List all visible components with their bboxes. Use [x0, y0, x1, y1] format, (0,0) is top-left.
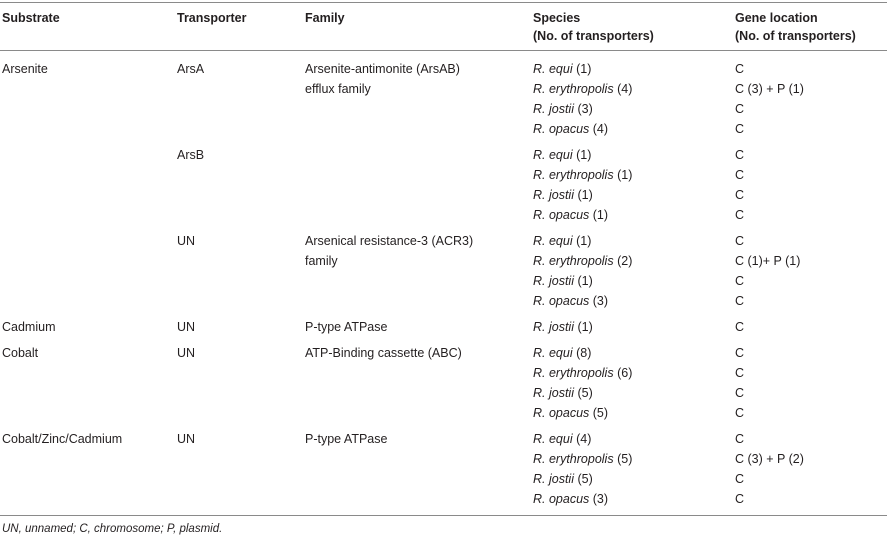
header-family: Family	[305, 11, 345, 25]
species-name: R. opacus	[533, 406, 590, 420]
species-name: R. erythropolis	[533, 366, 614, 380]
substrate-cell: Cadmium	[2, 320, 56, 334]
gene-location-cell: C	[735, 208, 745, 222]
family-cell-line1: Arsenical resistance-3 (ACR3)	[305, 234, 474, 248]
transporter-cell: UN	[177, 234, 196, 248]
family-cell-line1: ATP-Binding cassette (ABC)	[305, 346, 462, 360]
species-name: R. erythropolis	[533, 254, 614, 268]
header-location-line2: (No. of transporters)	[735, 29, 856, 43]
species-name: R. jostii	[533, 472, 574, 486]
substrate-cell: Cobalt/Zinc/Cadmium	[2, 432, 123, 446]
transporter-cell: ArsA	[177, 62, 205, 76]
species-cell	[533, 291, 608, 311]
species-name: R. jostii	[533, 386, 574, 400]
table-bottom-rule	[0, 515, 887, 516]
gene-location-cell: C (3) + P (2)	[735, 452, 804, 466]
gene-location-cell: C	[735, 188, 745, 202]
species-cell	[533, 59, 591, 79]
gene-location-cell: C	[735, 168, 745, 182]
species-cell	[533, 271, 593, 291]
header-gene-location	[735, 9, 856, 45]
species-count: (2)	[617, 254, 633, 268]
gene-location-cell: C	[735, 472, 745, 486]
transporter-cell: ArsB	[177, 148, 205, 162]
header-species-line1: Species	[533, 11, 581, 25]
species-name: R. opacus	[533, 208, 590, 222]
table-footnote: UN, unnamed; C, chromosome; P, plasmid.	[2, 523, 223, 535]
species-count: (3)	[592, 294, 609, 308]
gene-location-cell: C	[735, 492, 745, 506]
gene-location-cell: C	[735, 294, 745, 308]
species-cell	[533, 363, 632, 383]
family-cell-line2: family	[305, 254, 338, 268]
species-name: R. opacus	[533, 492, 590, 506]
species-count: (1)	[576, 148, 592, 162]
species-cell	[533, 79, 632, 99]
gene-location-cell: C	[735, 366, 745, 380]
species-cell	[533, 469, 593, 489]
transporter-cell: UN	[177, 432, 196, 446]
species-cell	[533, 429, 591, 449]
species-count: (3)	[577, 102, 593, 116]
species-name: R. equi	[533, 432, 573, 446]
gene-location-cell: C (1)+ P (1)	[735, 254, 801, 268]
header-substrate: Substrate	[2, 11, 60, 25]
transporter-cell: UN	[177, 320, 196, 334]
gene-location-cell: C	[735, 234, 745, 248]
gene-location-cell: C	[735, 102, 745, 116]
gene-location-cell: C	[735, 148, 745, 162]
transporter-cell: UN	[177, 346, 196, 360]
species-cell	[533, 489, 608, 509]
species-name: R. erythropolis	[533, 168, 614, 182]
species-cell	[533, 231, 591, 251]
species-count: (5)	[592, 406, 609, 420]
family-cell-line1: P-type ATPase	[305, 320, 388, 334]
species-count: (1)	[577, 274, 593, 288]
header-bottom-rule	[0, 50, 887, 51]
gene-location-cell: C (3) + P (1)	[735, 82, 804, 96]
species-cell	[533, 317, 593, 337]
gene-location-cell: C	[735, 62, 745, 76]
species-name: R. jostii	[533, 320, 574, 334]
table-top-rule	[0, 2, 887, 3]
species-name: R. equi	[533, 234, 573, 248]
species-cell	[533, 449, 632, 469]
species-cell	[533, 343, 591, 363]
species-cell	[533, 145, 591, 165]
species-cell	[533, 99, 593, 119]
gene-location-cell: C	[735, 386, 745, 400]
species-name: R. opacus	[533, 294, 590, 308]
species-count: (8)	[576, 346, 592, 360]
species-count: (6)	[617, 366, 633, 380]
species-count: (4)	[617, 82, 633, 96]
gene-location-cell: C	[735, 122, 745, 136]
species-name: R. jostii	[533, 102, 574, 116]
species-cell	[533, 383, 593, 403]
species-count: (5)	[577, 472, 593, 486]
header-species-line2: (No. of transporters)	[533, 29, 654, 43]
species-cell	[533, 185, 593, 205]
species-name: R. equi	[533, 62, 573, 76]
family-cell-line2: efflux family	[305, 82, 371, 96]
species-count: (1)	[577, 188, 593, 202]
gene-location-cell: C	[735, 320, 745, 334]
gene-location-cell: C	[735, 274, 745, 288]
species-name: R. jostii	[533, 188, 574, 202]
header-transporter: Transporter	[177, 11, 247, 25]
header-location-line1: Gene location	[735, 11, 818, 25]
species-name: R. equi	[533, 346, 573, 360]
species-name: R. erythropolis	[533, 82, 614, 96]
species-name: R. equi	[533, 148, 573, 162]
gene-location-cell: C	[735, 346, 745, 360]
header-species	[533, 9, 654, 45]
species-cell	[533, 165, 632, 185]
species-cell	[533, 205, 608, 225]
species-count: (1)	[592, 208, 609, 222]
gene-location-cell: C	[735, 432, 745, 446]
species-count: (4)	[576, 432, 592, 446]
species-count: (5)	[577, 386, 593, 400]
gene-location-cell: C	[735, 406, 745, 420]
species-count: (1)	[617, 168, 633, 182]
species-count: (3)	[592, 492, 609, 506]
species-cell	[533, 251, 632, 271]
species-name: R. opacus	[533, 122, 590, 136]
species-cell	[533, 403, 608, 423]
species-name: R. jostii	[533, 274, 574, 288]
family-cell-line1: Arsenite-antimonite (ArsAB)	[305, 62, 460, 76]
species-count: (1)	[576, 62, 592, 76]
species-count: (1)	[577, 320, 593, 334]
species-count: (4)	[592, 122, 609, 136]
species-count: (5)	[617, 452, 633, 466]
species-name: R. erythropolis	[533, 452, 614, 466]
substrate-cell: Arsenite	[2, 62, 48, 76]
species-cell	[533, 119, 608, 139]
family-cell-line1: P-type ATPase	[305, 432, 388, 446]
species-count: (1)	[576, 234, 592, 248]
substrate-cell: Cobalt	[2, 346, 39, 360]
